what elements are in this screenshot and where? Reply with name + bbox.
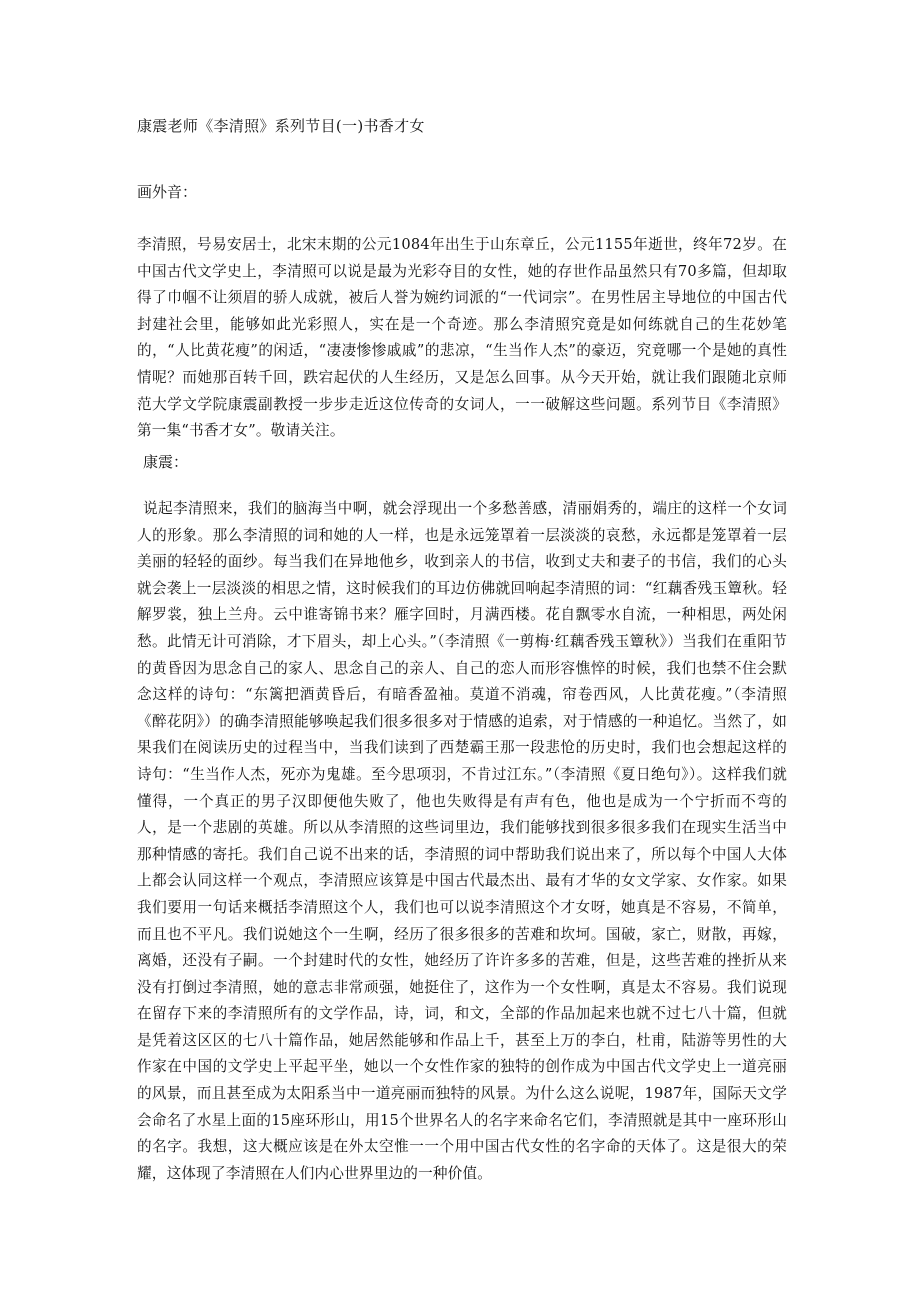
speaker-label-narrator: 画外音：: [137, 183, 198, 201]
speaker-label-kang-zhen: 康震：: [143, 453, 189, 471]
document-title: 康震老师《李清照》系列节目(一)书香才女: [137, 117, 425, 135]
narrator-paragraph: 李清照，号易安居士，北宋末期的公元1084年出生于山东章丘，公元1155年逝世，终年72岁。在中国古代文学史上，李清照可以说是最为光彩夺目的女性，她的存世作品虽然只有70多篇，但却取得了巾帼不让须眉的骄人成就，被后人誉为婉约词派的“一代词宗”。在男性居主导地位的中国古代封建社会里，能够如此光彩照人，实在是一个奇迹。那么李清照究竟是如何练就自己的生花妙笔的，“人比黄花瘦”的闲适，“凄凄惨惨戚戚”的悲凉，“生当作人杰”的豪迈，究竟哪一个是她的真性情呢？而她那百转千回，跌宕起伏的人生经历，又是怎么回事。从今天开始，就让我们跟随北京师范大学文学院康震副教授一步步走近这位传奇的女词人，一一破解这些问题。系列节目《李清照》第一集“书香才女”。敬请关注。: [137, 236, 787, 440]
kang-zhen-paragraph: 说起李清照来，我们的脑海当中啊，就会浮现出一个多愁善感，清丽娟秀的，端庄的这样一个女词人的形象。那么李清照的词和她的人一样，也是永远笼罩着一层淡淡的哀愁，永远都是笼罩着一层美丽的轻轻的面纱。每当我们在异地他乡，收到亲人的书信，收到丈夫和妻子的书信，我们的心头就会袭上一层淡淡的相思之情，这时候我们的耳边仿佛就回响起李清照的词：“红藕香残玉簟秋。轻解罗裳，独上兰舟。云中谁寄锦书来？雁字回时，月满西楼。花自飘零水自流，一种相思，两处闲愁。此情无计可消除，才下眉头，却上心头。”（李清照《一剪梅·红藕香残玉簟秋》）当我们在重阳节的黄昏因为思念自己的家人、思念自己的亲人、自己的恋人而形容憔悴的时候，我们也禁不住会默念这样的诗句：“东篱把酒黄昏后，有暗香盈袖。莫道不消魂，帘卷西风，人比黄花瘦。”（李清照 《醉花阴》）的确李清照能够唤起我们很多很多对于情感的追索，对于情感的一种追忆。当然了，如果我们在阅读历史的过程当中，当我们读到了西楚霸王那一段悲怆的历史时，我们也会想起这样的诗句：“生当作人杰，死亦为鬼雄。至今思项羽，不肯过江东。”（李清照《夏日绝句》）。这样我们就懂得，一个真正的男子汉即便他失败了，他也失败得是有声有色，他也是成为一个宁折而不弯的人，是一个悲剧的英雄。所以从李清照的这些词里边，我们能够找到很多很多我们在现实生活当中那种情感的寄托。我们自己说不出来的话，李清照的词中帮助我们说出来了，所以每个中国人大体上都会认同这样一个观点，李清照应该算是中国古代最杰出、最有才华的女文学家、女作家。如果我们要用一句话来概括李清照这个人，我们也可以说李清照这个才女呀，她真是不容易，不简单，而且也不平凡。我们说她这个一生啊，经历了很多很多的苦难和坎坷。国破，家亡，财散，再嫁，离婚，还没有子嗣。一个封建时代的女性，她经历了许许多多的苦难，但是，这些苦难的挫折从来没有打倒过李清照，她的意志非常顽强，她挺住了，这作为一个女性啊，真是太不容易。我们说现在留存下来的李清照所有的文学作品，诗，词，和文，全部的作品加起来也就不过七八十篇，但就是凭着这区区的七八十篇作品，她居然能够和作品上千，甚至上万的李白，杜甫，陆游等男性的大作家在中国的文学史上平起平坐，她以一个女性作家的独特的创作成为中国古代文学史上一道亮丽的风景，而且甚至成为太阳系当中一道亮丽而独特的风景。为什么这么说呢，1987年，国际天文学会命名了水星上面的15座环形山，用15个世界名人的名字来命名它们，李清照就是其中一座环形山的名字。我想，这大概应该是在外太空惟一一个用中国古代女性的名字命的天体了。这是很大的荣耀，这体现了李清照在人们内心世界里边的一种价值。: [137, 500, 787, 1182]
